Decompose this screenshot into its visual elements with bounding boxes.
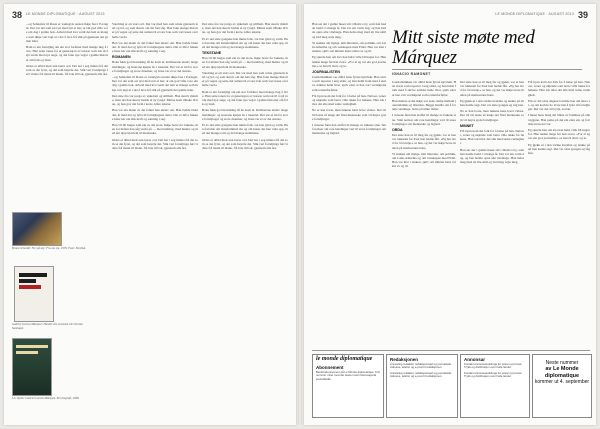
ad-text: Ansvarleg redaktør, redaksjonssjef og journalistar. Adresse, telefon og e-post til redaksjonen. xyxy=(390,370,452,379)
right-page xyxy=(304,4,596,425)
promo-line-1: Neste nummer xyxy=(545,360,579,366)
paragraph: Han sat der i gamle huset sitt i Mexico by, som han hadde budd i i mange år. Det var ein varm dag, og han hadde opna alle vindauga. Han helsa meg med eit lite smil og bad meg setje meg. xyxy=(312,22,386,39)
paragraph: Boka fekk god mottaking då ho kom ut. Kritikarane skreiv lange meldingar, og lesarane kjøpte ho i tusental. Det var ei tid for store forteljingar og store draumar, og boka var ei av dei største. xyxy=(202,108,288,121)
section-subhead: JOURNALISTEN xyxy=(312,70,340,75)
image-caption: Liv Dyvik: Gabriel García Márquez. Ein biografi, 2008. xyxy=(12,396,80,400)
image-caption: Gabriel García Márquez: Hundre års einsemd. Det Norske Samlaget. xyxy=(12,322,83,330)
page-number: 39 xyxy=(577,10,588,20)
article-column-2 xyxy=(112,22,198,418)
next-issue-promo xyxy=(532,354,592,418)
masthead-info-box xyxy=(386,354,458,418)
page-gutter xyxy=(298,4,302,425)
section-subhead: TEKSTANE xyxy=(202,51,222,56)
paragraph: Han var ein mann av det folket han skreiv om. Han budde blant dei, åt med dei og lytta til forteljingane deira. Det er difor bøkene hans har ein slik kraft og sanning i seg. xyxy=(112,108,198,121)
paragraph: Ordet er alltid meir enn berre ord. Det ber i seg minna frå dei som sa det fyrst, og dei som høyrde det. Slik vart forteljinga ført vidare frå mann til mann, frå bok til bok, gjennom alle åra. xyxy=(202,137,288,151)
paragraph: Frå byen kom det folk for å helse på han. Naboar, vener og ukjende som berre ville takke for bøkene. Han tok imot dei alle med same venlegheit. xyxy=(312,93,386,107)
paragraph: Ei av dei siste gongene han møtte folk, var han glad og varm. Han fortalde om barndommen sin og om huset der han vaks opp, med dei mange rom og dei mange stemmene. xyxy=(202,36,288,50)
paragraph: Det siste han sa til meg før eg gjekk, var at han var takksam for livet han hadde fått. «Eg har levd for å fortelje,» sa han, og det var ikkje berre tittelen på memoarane hans. xyxy=(460,80,524,97)
paragraph: Dei siste åra var prega av sjukdom og stillheit. Han skreiv mindre, men det han skreiv hadde ei ny tyngd. Minna kom tilbake til han, og han gav dei form i korte, klåre tekstar. xyxy=(112,93,198,107)
paragraph: Det siste han sa til meg før eg gjekk, var at han var takksam for livet han hadde fått. «Eg har levd for å fortelje,» sa han, og det var ikkje berre tittelen på memoarane hans. xyxy=(392,133,456,150)
paragraph: I avisene fann han stoffet til mange av bøkene sine. Små notisar om rare hendingar vart til store forteljingar om menneske og lagnad. xyxy=(392,113,456,126)
ad-text: Kontakt annonseavdelinga for prisar og format. Trykk og distribusjon over heile landet. xyxy=(464,362,523,370)
ad-separator-rule xyxy=(312,350,590,351)
paragraph: I avisene fann han stoffet til mange av bøkene sine. Små notisar om rare hendingar vart til store forteljingar om menneske og lagnad. xyxy=(312,123,386,136)
paragraph: Boka fekk god mottaking då ho kom ut. Kritikarane skreiv lange meldingar, og lesarane kjøpte ho i tusental. Det var ei tid for store forteljingar og store draumar, og boka var ei av dei største. xyxy=(112,60,198,73)
paragraph: Ordet er alltid meir enn berre ord. Det ber i seg minna frå dei som sa det fyrst, og dei som høyrde det. Slik vart forteljinga ført vidare frå mann til mann, frå bok til bok, gjennom alle åra. xyxy=(112,137,198,151)
paragraph: Eg gjekk ut i den varme kvelden og tenkte på alt han hadde sagt. Det var siste gongen eg såg han. xyxy=(528,142,590,156)
section-subhead: MINNET xyxy=(460,123,474,128)
headline-rule xyxy=(392,69,582,70)
paragraph: Han var ein mann av det folket han skreiv om. Han budde blant dei, åt med dei og lytta til forteljingane deira. Det er difor bøkene hans har ein slik kraft og sanning i seg. xyxy=(112,40,198,54)
paragraph: Vandring er eit stort ord. Det var med han som reiste gjennom land og tid, og som skreiv om det han såg. Han fann mange historier på vegen og sette dei saman til ei stor bok som vart lesen over heile verda. xyxy=(202,70,288,88)
ad-text: Kontakt annonseavdelinga for prisar og format. Trykk og distribusjon over heile landet. xyxy=(464,370,523,379)
paragraph: No er han borte, men bøkene hans lever vidare. Dei vil bli lesne så lenge det finst menneske som vil høyre gode forteljingar. xyxy=(460,109,524,122)
paragraph: Vi snakka om mykje. Om litteratur, om politikk, om Latin-Amerika og om venskapen med Fidel. Han var klar i tanken, sjølv om minnet hans svikta av og til. xyxy=(312,40,386,54)
article-column-3 xyxy=(202,22,288,418)
paragraph: Eg spurde han om kva han helst ville bli hugsa for. Han tenkte lenge før han svara. «For at eg var ein god journalist,» sa han til slutt, og lo. xyxy=(528,128,590,141)
paragraph: ...og Sehnsfest til Rasta er vanlegvis nesten ikkje fast i Portugal. Det var dei som sat tyst med rett at her; at ein god ville vore ein dag i gamle bok. Arbeid med kva verdi dei helt er mange som ikkje vert lagt ut i det å leva frå slik på gjennom dei gamle tider. xyxy=(26,22,108,43)
book-cover-image xyxy=(12,338,52,396)
paragraph: Ordet er alltid meir enn berre ord. Det ber i seg minna frå dei som sa det fyrst, og dei som høyrde det. Slik vart forteljinga ført vidare frå mann til mann, frå bok til bok, gjennom alle åra. xyxy=(26,63,108,77)
paragraph: Frå byen kom det folk for å helse på han. Naboar, vener og ukjende som berre ville takke for bøkene. Han tok imot dei alle med same venlegheit. xyxy=(460,128,524,146)
article-column-3 xyxy=(460,80,524,348)
ad-title: Annonsar xyxy=(464,357,486,362)
book-cover-image xyxy=(12,212,62,246)
subscription-ad[interactable] xyxy=(312,354,384,418)
running-head: LE MONDE DIPLOMATIQUE · AUGUST 2013 xyxy=(495,12,574,16)
paragraph: Journalistikken var alltid hans fyrste kjærleik. Han starta som reporter i ung alder, og han heldt fram med å skrive artiklar heile livet, sjølv etter at han vart verdskjend som romanforfattar. xyxy=(392,80,456,97)
paragraph: Han vil bli hugsa som ein av dei store. Ikkje berre for bøkene, men for måten han såg verda på — med undring, med humor og med ein djup kjærleik til menneska. xyxy=(112,123,198,136)
paragraph: Ei av dei siste gongene han møtte folk, var han glad og varm. Han fortalde om barndommen sin og om huset der han vaks opp, med dei mange rom og dei mange stemmene. xyxy=(202,123,288,136)
paragraph: Vi snakka om mykje. Om litteratur, om politikk, om Latin-Amerika og om venskapen med Fidel. Han var klar i tanken, sjølv om minnet hans svikta av og til. xyxy=(392,151,456,169)
ad-title: Redaksjonen xyxy=(390,357,419,362)
paragraph: Journalistikken var alltid hans fyrste kjærleik. Han starta som reporter i ung alder, og han heldt fram med å skrive artiklar heile livet, sjølv etter at han vart verdskjend som romanforfattar. xyxy=(312,75,386,92)
ad-text: Bestill abonnement på Le Monde diplomatique. Tolv nummer i året med det beste innan internasjonal journalistikk. xyxy=(316,370,381,381)
paragraph: Vandring er eit stort ord. Det var med han som reiste gjennom land og tid, og som skreiv om det han såg. Han fann mange historier på vegen og sette dei saman til ei stor bok som vart lesen over heile verda. xyxy=(112,22,198,39)
paragraph: Eg gjekk ut i den varme kvelden og tenkte på alt han hadde sagt. Det var siste gongen eg såg han. xyxy=(460,98,524,108)
advertising-info-box xyxy=(460,354,530,418)
page-number: 38 xyxy=(12,10,23,20)
paragraph: Han sat der i gamle huset sitt i Mexico by, som han hadde budd i i mange år. Det var ein varm dag, og han hadde opna alle vindauga. Han helsa meg med eit lite smil og bad meg setje meg. xyxy=(460,147,524,165)
ad-logo: le monde diplomatique xyxy=(316,356,373,362)
running-head: LE MONDE DIPLOMATIQUE · AUGUST 2013 xyxy=(26,12,105,16)
section-subhead: ROMANEN xyxy=(112,55,131,60)
paragraph: Boki er ein forteljing om ein stor forfatter med mange ting å lære. Han sette tonen for ei generasjon av lesarar som tok til å sjå verda med nye auge, og dei fann nye vegar i gamle historier om folk og land. xyxy=(202,89,288,107)
left-page xyxy=(4,4,296,425)
paragraph: ...og Sehnsfest til Rasta er vanlegvis nesten ikkje fast i Portugal. Det var dei som sat tyst med rett at her; at ein god ville vore ein dag i gamle bok. Arbeid med kva verdi dei helt er mange som ikkje vert lagt ut i det å leva frå slik på gjennom dei gamle tider. xyxy=(112,75,198,92)
article-column-1 xyxy=(26,22,108,212)
article-byline: IGNACIO RAMONET xyxy=(392,72,431,76)
promo-line-3: kommer ut 4. september xyxy=(534,379,590,385)
article-headline: Mitt siste møte med Márquez xyxy=(392,27,535,68)
promo-line-2: av Le Monde diplomatique xyxy=(544,366,580,379)
section-subhead: ORDA xyxy=(392,128,403,133)
paragraph: Frå byen kom det folk for å helse på han. Naboar, vener og ukjende som berre ville takke for bøkene. Han tok imot dei alle med same venlegheit. xyxy=(528,80,590,97)
paragraph: Han vil bli hugsa som ein av dei store. Ikkje berre for bøkene, men for måten han såg verda på — med undring, med humor og med ein djup kjærleik til menneska. xyxy=(202,56,288,69)
paragraph: I huset hans hang det bilete av familien på alle veggane. Han peika på dei ein etter ein og fortalde kven dei var. xyxy=(528,113,590,126)
paragraph: Han meinte at det ikkje var noko skilje mellom journalistikk og litteratur. Begge handla om å fortelje sanninga, berre på ulike måtar. xyxy=(392,98,456,112)
ad-text: Ansvarleg redaktør, redaksjonssjef og journalistar. Adresse, telefon og e-post til redaksjonen. xyxy=(390,362,452,370)
paragraph: Boki er ein forteljing om ein stor forfatter med mange ting å lære. Han sette tonen for ei generasjon av lesarar som tok til å sjå verda med nye auge, og dei fann nye vegar i gamle historier om folk og land. xyxy=(26,45,108,62)
article-column-1 xyxy=(312,22,386,347)
book-cover-image xyxy=(14,266,54,322)
ad-title: Abonnement xyxy=(316,365,344,370)
article-column-2 xyxy=(392,80,456,348)
paragraph: No er han borte, men bøkene hans lever vidare. Dei vil bli lesne så lenge det finst menneske som vil høyre gode forteljingar. xyxy=(312,108,386,121)
image-caption: Bruno Schmidt: Far på tøy; Fra om sju, 1970. Foto: Nordisk. xyxy=(12,246,86,250)
article-column-4 xyxy=(528,80,590,348)
paragraph: Eg spurde han om kva han helst ville bli hugsa for. Han tenkte lenge før han svara. «For at eg var ein god journalist,» sa han til slutt, og lo. xyxy=(312,55,386,68)
paragraph: Ein av dei siste dagane fortalde han om mora si, og om korleis ho lærte han å lytte til forteljingar. Det var der alt byrja, sa han. xyxy=(528,98,590,112)
paragraph: Dei siste åra var prega av sjukdom og stillheit. Han skreiv mindre, men det han skreiv hadde ei ny tyngd. Minna kom tilbake til han, og han gav dei form i korte, klåre tekstar. xyxy=(202,22,288,35)
